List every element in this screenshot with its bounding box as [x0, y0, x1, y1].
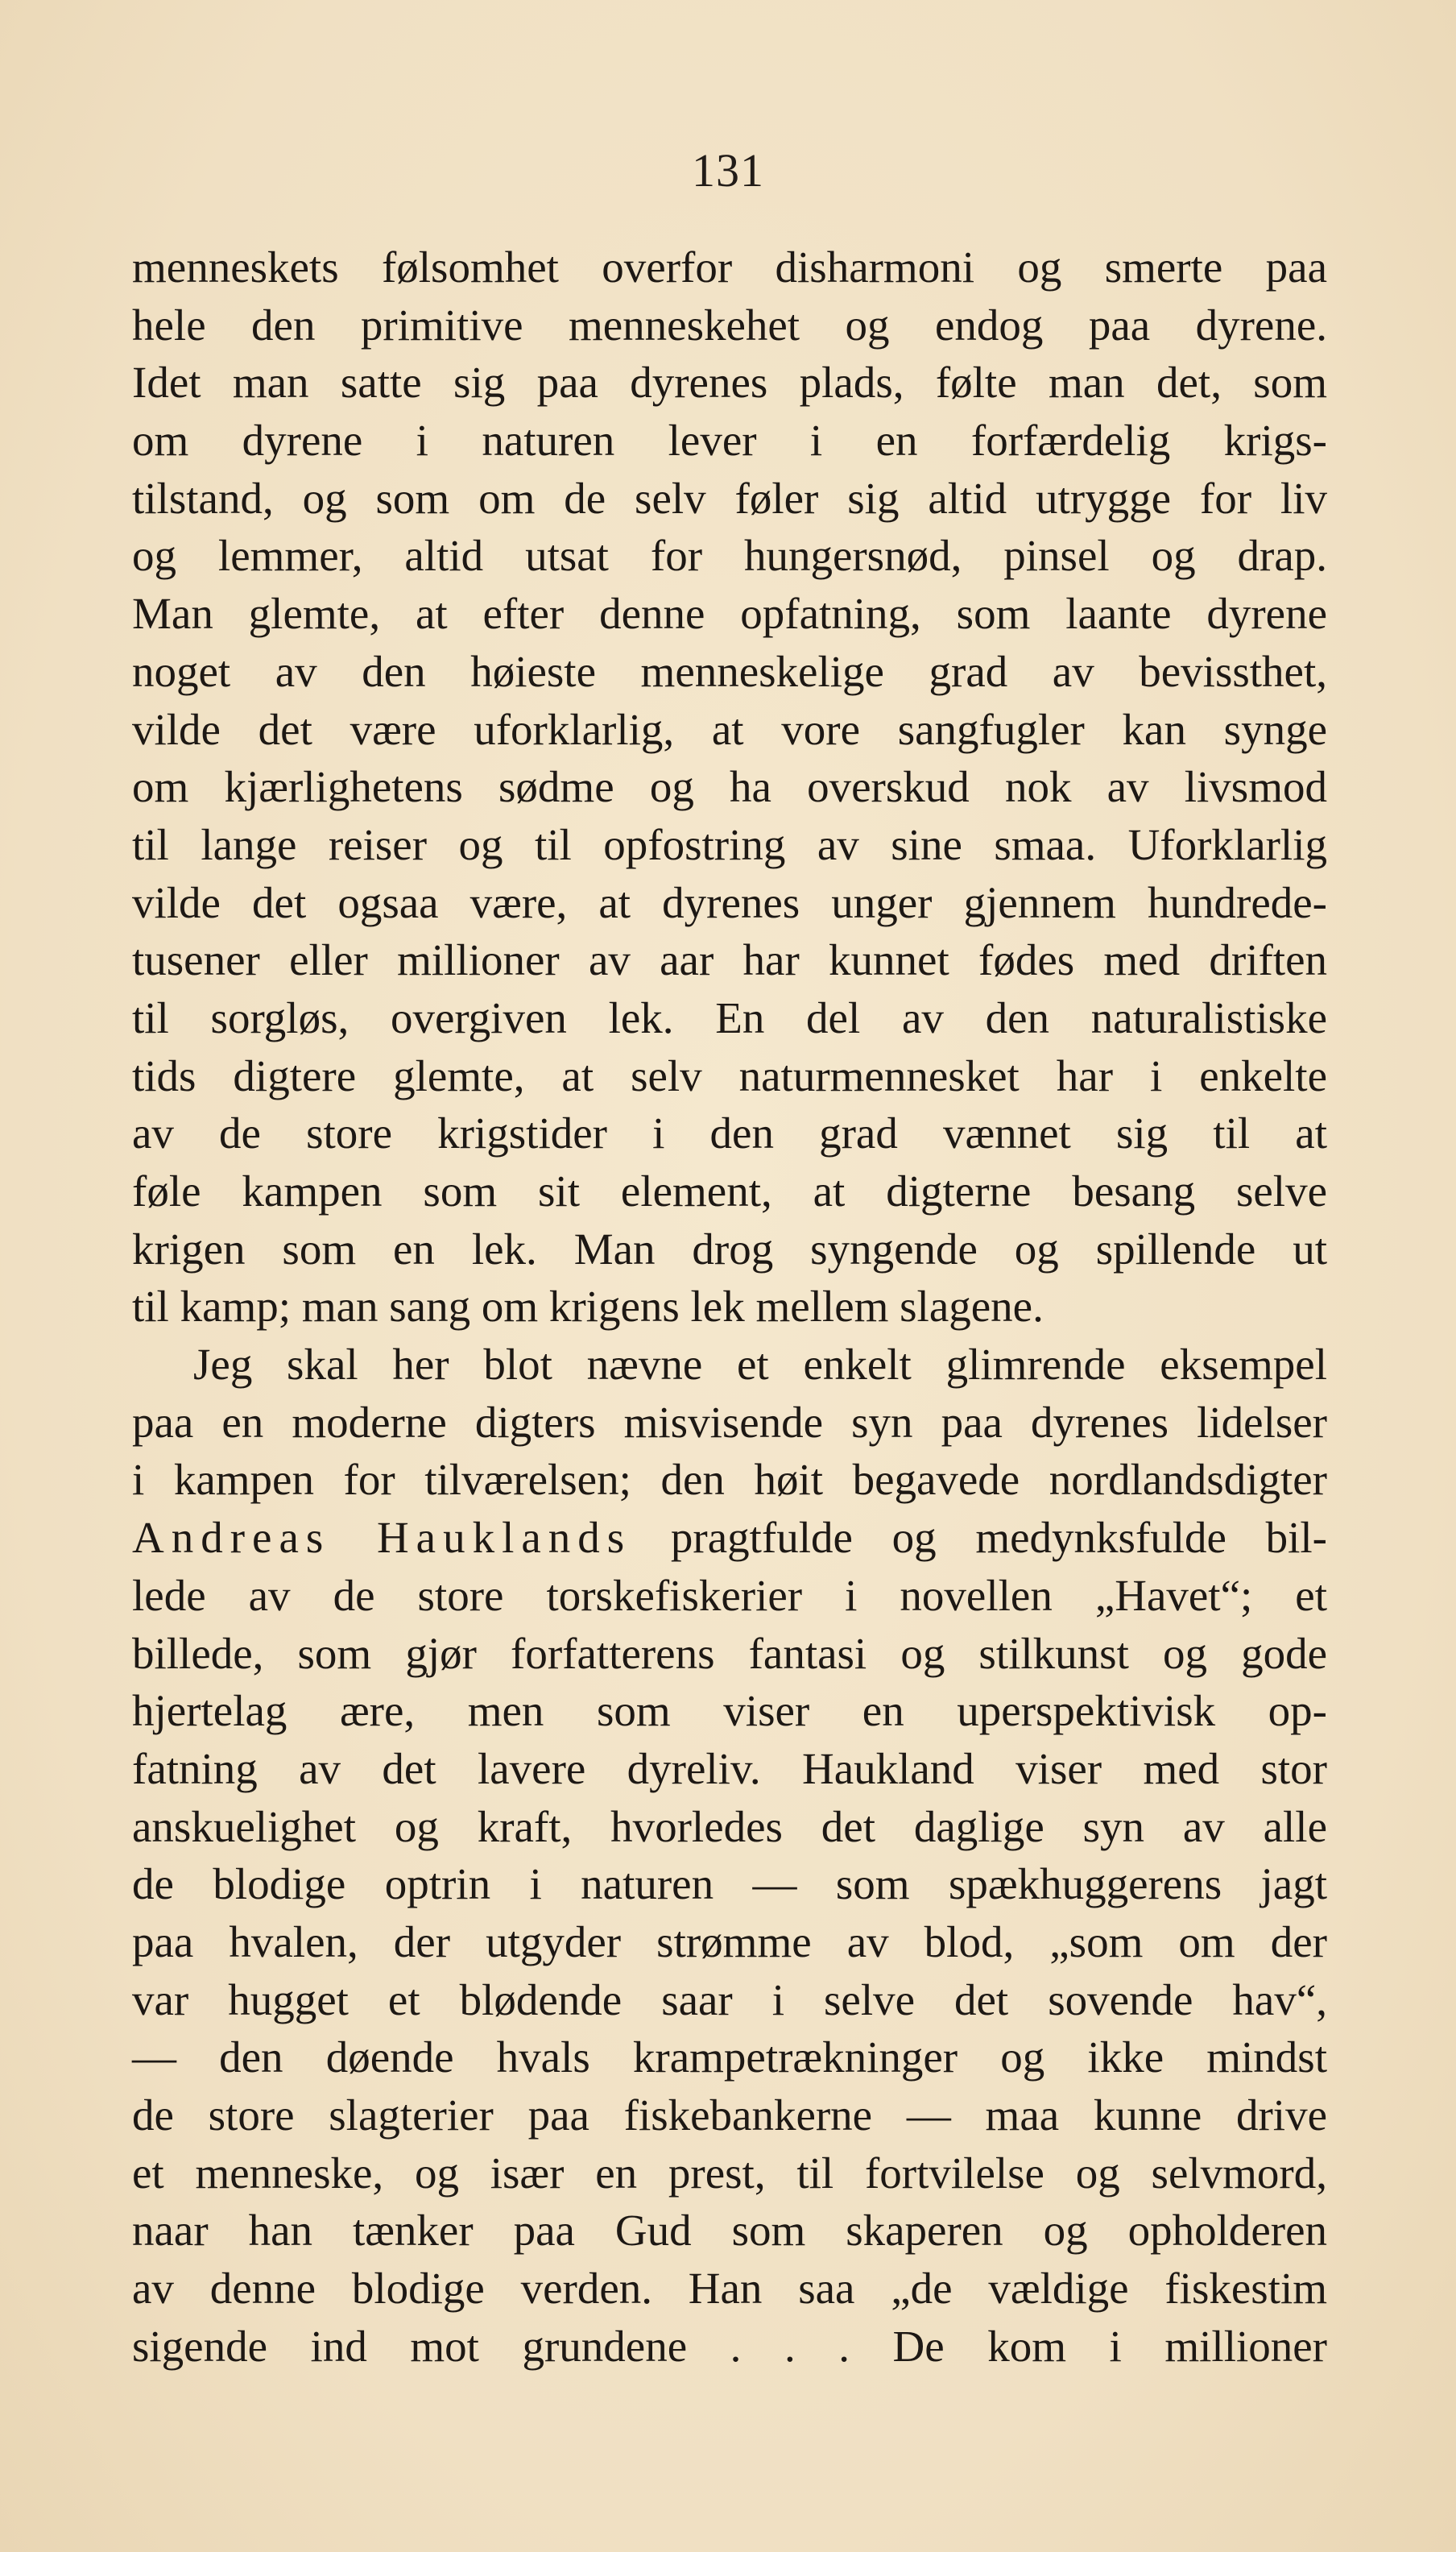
- text-line: i kampen for tilværelsen; den høit begavede nordlandsdigter: [132, 1455, 1327, 1505]
- paragraph-first-line: Jeg skal her blot nævne et enkelt glimrende eksempel: [193, 1340, 1327, 1390]
- text-line: de blodige optrin i naturen — som spækhuggerens jagt: [132, 1859, 1327, 1909]
- text-line: tids digtere glemte, at selv naturmennesket har i enkelte: [132, 1050, 1327, 1100]
- text-line: vilde det være uforklarlig, at vore sangfugler kan synge: [132, 704, 1327, 754]
- text-line: Man glemte, at efter denne opfatning, som laante dyrene: [132, 589, 1327, 639]
- text-line: lede av de store torskefiskerier i novellen „Havet“; et: [132, 1570, 1327, 1620]
- text-line: billede, som gjør forfatterens fantasi og stilkunst og gode: [132, 1628, 1327, 1678]
- text-line: hjertelag ære, men som viser en uperspektivisk op-: [132, 1686, 1327, 1736]
- text-line: til sorgløs, overgiven lek. En del av den naturalistiske: [132, 992, 1327, 1042]
- text-line: til kamp; man sang om krigens lek mellem slagene.: [132, 1282, 1044, 1332]
- text-line: om kjærlighetens sødme og ha overskud nok av livsmod: [132, 762, 1327, 812]
- text-line-remainder: pragtfulde og medynksfulde bil-: [631, 1513, 1327, 1563]
- text-line: menneskets følsomhet overfor disharmoni og smerte paa: [132, 242, 1327, 292]
- text-line: var hugget et blødende saar i selve det sovende hav“,: [132, 1974, 1327, 2024]
- page-number: 131: [692, 144, 764, 197]
- text-line: fatning av det lavere dyreliv. Haukland viser med stor: [132, 1743, 1327, 1793]
- text-line: føle kampen som sit element, at digterne besang selve: [132, 1166, 1327, 1216]
- text-line: anskuelighet og kraft, hvorledes det daglige syn av alle: [132, 1801, 1327, 1851]
- text-line-with-spaced-name: [132, 1509, 1327, 1567]
- text-line: om dyrene i naturen lever i en forfærdelig krigs-: [132, 416, 1327, 466]
- text-line: et menneske, og især en prest, til fortvilelse og selvmord,: [132, 2148, 1327, 2198]
- text-line: — den døende hvals krampetrækninger og ikke mindst: [132, 2032, 1327, 2082]
- text-line: tusener eller millioner av aar har kunnet fødes med driften: [132, 935, 1327, 985]
- body-text: [132, 238, 1327, 2375]
- text-line: paa en moderne digters misvisende syn paa dyrenes lidelser: [132, 1397, 1327, 1447]
- text-line: og lemmer, altid utsat for hungersnød, pinsel og drap.: [132, 531, 1327, 581]
- text-line: av denne blodige verden. Han saa „de vældige fiskestim: [132, 2264, 1327, 2314]
- text-line: krigen som en lek. Man drog syngende og spillende ut: [132, 1224, 1327, 1274]
- text-line: naar han tænker paa Gud som skaperen og opholderen: [132, 2206, 1327, 2256]
- text-line: til lange reiser og til opfostring av sine smaa. Uforklarlig: [132, 819, 1327, 869]
- text-line: av de store krigstider i den grad vænnet sig til at: [132, 1108, 1327, 1158]
- text-line: de store slagterier paa fiskebankerne — maa kunne drive: [132, 2090, 1327, 2140]
- text-line: paa hvalen, der utgyder strømme av blod, „som om der: [132, 1916, 1327, 1966]
- text-line: tilstand, og som om de selv føler sig altid utrygge for liv: [132, 473, 1327, 523]
- text-line: Idet man satte sig paa dyrenes plads, følte man det, som: [132, 358, 1327, 408]
- text-line: sigende ind mot grundene . . . De kom i millioner: [132, 2321, 1327, 2371]
- spaced-author-name: Andreas Hauklands: [132, 1513, 632, 1563]
- text-line: hele den primitive menneskehet og endog paa dyrene.: [132, 300, 1327, 350]
- text-line: noget av den høieste menneskelige grad av bevissthet,: [132, 646, 1327, 696]
- text-line: vilde det ogsaa være, at dyrenes unger gjennem hundrede-: [132, 877, 1327, 927]
